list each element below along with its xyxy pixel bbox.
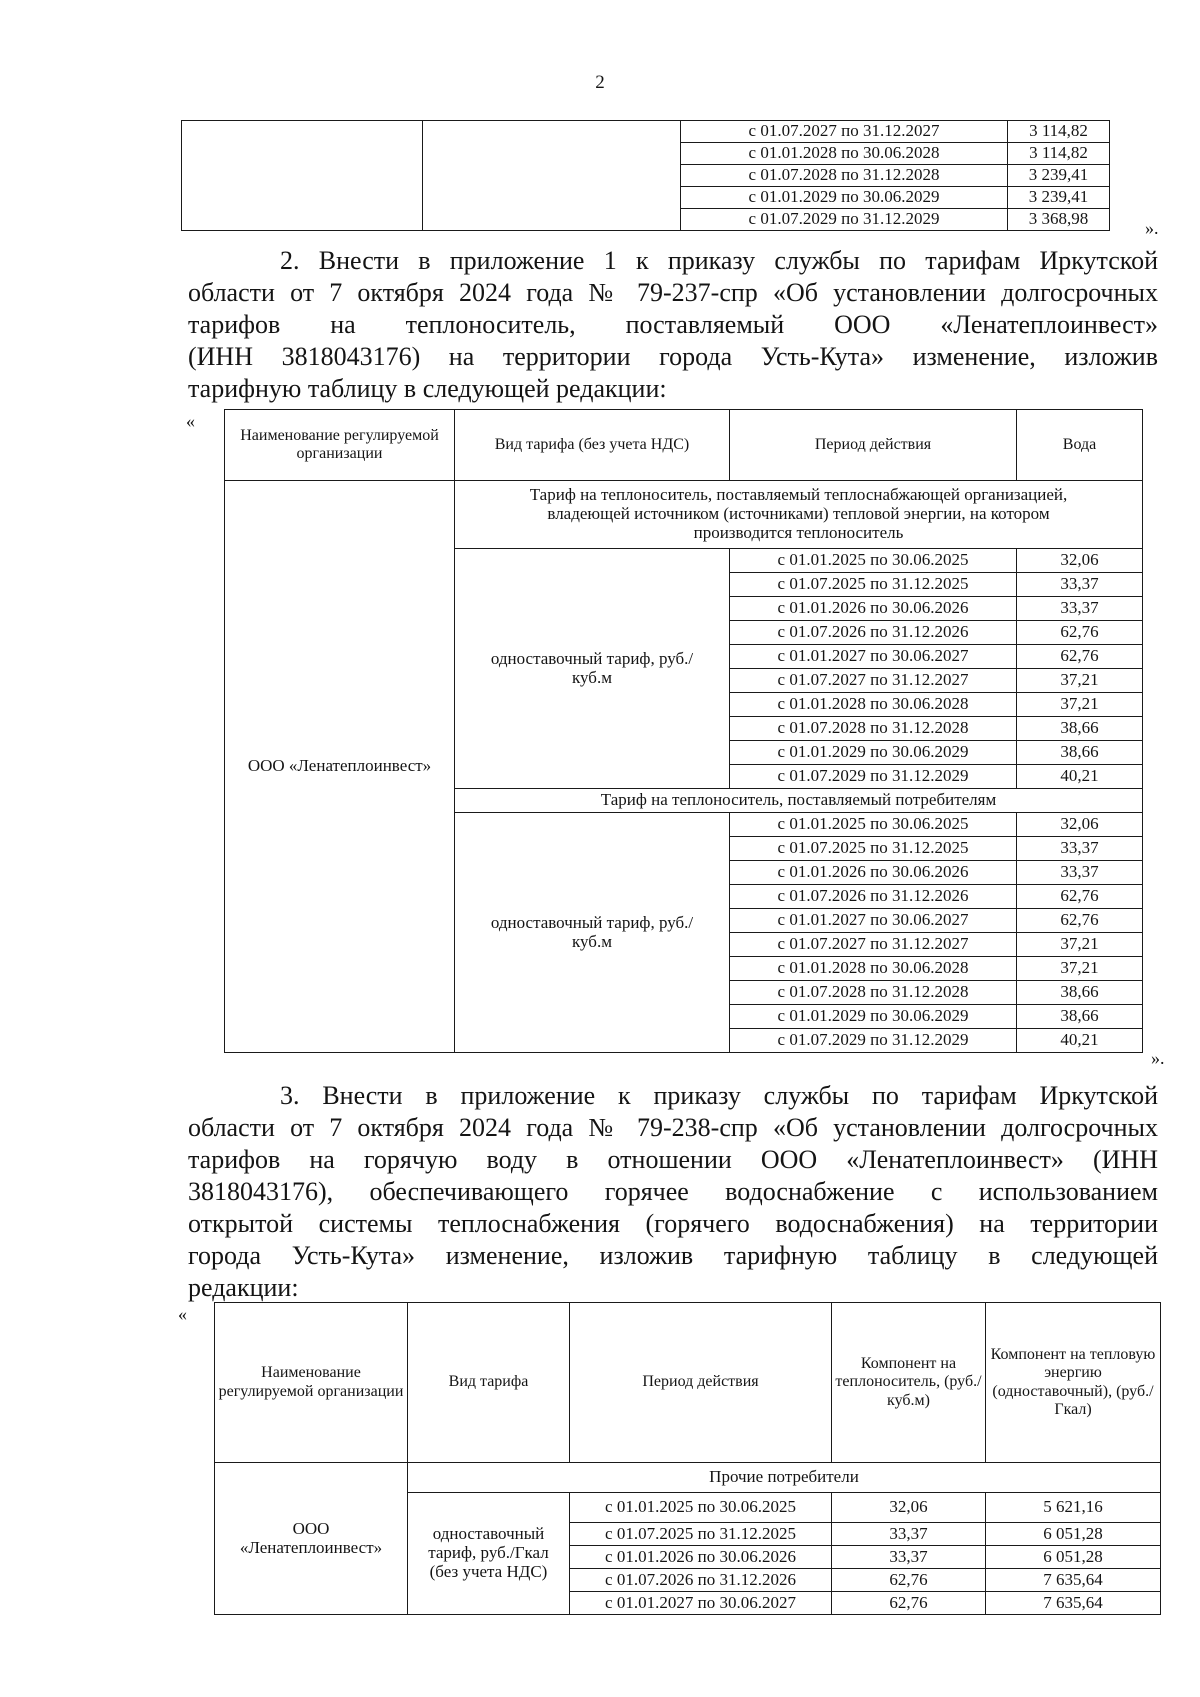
org-name-cell: ООО «Ленатеплоинвест» <box>225 481 455 1053</box>
tariff-type-cell: одноставочный тариф, руб./куб.м <box>455 813 730 1053</box>
period-cell: с 01.01.2025 по 30.06.2025 <box>570 1493 832 1523</box>
value-cell: 33,37 <box>1017 861 1143 885</box>
period-cell: с 01.01.2028 по 30.06.2028 <box>730 693 1017 717</box>
carrier-value-cell: 33,37 <box>832 1546 986 1569</box>
paragraph-2-line: тарифов на теплоноситель, поставляемый ООО «Ленатеплоинвест» <box>188 310 1158 339</box>
value-cell: 38,66 <box>1017 717 1143 741</box>
value-cell: 38,66 <box>1017 1005 1143 1029</box>
carrier-value-cell: 62,76 <box>832 1592 986 1615</box>
carrier-value-cell: 62,76 <box>832 1569 986 1592</box>
section-title: Прочие потребители <box>408 1463 1161 1493</box>
value-cell: 62,76 <box>1017 909 1143 933</box>
value-cell: 62,76 <box>1017 621 1143 645</box>
period-cell: с 01.07.2026 по 31.12.2026 <box>730 621 1017 645</box>
paragraph-3-line: открытой системы теплоснабжения (горячего водоснабжения) на территории <box>188 1209 1158 1238</box>
period-cell: с 01.07.2027 по 31.12.2027 <box>730 933 1017 957</box>
period-cell: с 01.01.2026 по 30.06.2026 <box>730 861 1017 885</box>
value-cell: 40,21 <box>1017 1029 1143 1053</box>
header-period: Период действия <box>570 1303 832 1463</box>
period-cell: с 01.01.2025 по 30.06.2025 <box>730 549 1017 573</box>
energy-value-cell: 6 051,28 <box>986 1523 1161 1546</box>
header-tariff: Вид тарифа (без учета НДС) <box>455 410 730 481</box>
paragraph-2-line: области от 7 октября 2024 года № 79-237-спр «Об установлении долгосрочных <box>188 278 1158 307</box>
energy-value-cell: 7 635,64 <box>986 1592 1161 1615</box>
energy-value-cell: 7 635,64 <box>986 1569 1161 1592</box>
energy-value-cell: 6 051,28 <box>986 1546 1161 1569</box>
value-cell: 33,37 <box>1017 837 1143 861</box>
opening-quote-2: « <box>178 1304 187 1324</box>
header-energy-component: Компонент на тепловую энергию (одноставочный), (руб./Гкал) <box>986 1303 1161 1463</box>
period-cell: с 01.07.2025 по 31.12.2025 <box>730 573 1017 597</box>
period-cell: с 01.01.2029 по 30.06.2029 <box>730 741 1017 765</box>
energy-value-cell: 5 621,16 <box>986 1493 1161 1523</box>
period-cell: с 01.01.2028 по 30.06.2028 <box>681 143 1008 165</box>
section-row <box>225 481 1143 549</box>
paragraph-2-line: (ИНН 3818043176) на территории города Усть-Кута» изменение, изложив <box>188 342 1158 371</box>
value-cell: 3 114,82 <box>1008 121 1110 143</box>
period-cell: с 01.01.2029 по 30.06.2029 <box>681 187 1008 209</box>
period-cell: с 01.07.2029 по 31.12.2029 <box>730 1029 1017 1053</box>
value-cell: 37,21 <box>1017 669 1143 693</box>
value-cell: 33,37 <box>1017 573 1143 597</box>
period-cell: с 01.07.2027 по 31.12.2027 <box>681 121 1008 143</box>
value-cell: 37,21 <box>1017 957 1143 981</box>
period-cell: с 01.01.2025 по 30.06.2025 <box>730 813 1017 837</box>
org-name-cell: ООО «Ленатеплоинвест» <box>215 1463 408 1615</box>
value-cell: 62,76 <box>1017 645 1143 669</box>
value-cell: 32,06 <box>1017 813 1143 837</box>
period-cell: с 01.07.2027 по 31.12.2027 <box>730 669 1017 693</box>
paragraph-3-line: 3818043176), обеспечивающего горячее водоснабжение с использованием <box>188 1177 1158 1206</box>
period-cell: с 01.07.2026 по 31.12.2026 <box>570 1569 832 1592</box>
empty-cell <box>182 121 423 231</box>
period-cell: с 01.07.2028 по 31.12.2028 <box>730 717 1017 741</box>
value-cell: 3 114,82 <box>1008 143 1110 165</box>
header-tariff: Вид тарифа <box>408 1303 570 1463</box>
period-cell: с 01.01.2026 по 30.06.2026 <box>730 597 1017 621</box>
paragraph-2-line: тарифную таблицу в следующей редакции: <box>188 374 667 403</box>
section-title: Тариф на теплоноситель, поставляемый потребителям <box>455 789 1143 813</box>
header-org: Наименование регулируемой организации <box>225 410 455 481</box>
value-cell: 3 368,98 <box>1008 209 1110 231</box>
period-cell: с 01.07.2025 по 31.12.2025 <box>570 1523 832 1546</box>
tariff-type-cell: одноставочный тариф, руб./куб.м <box>455 549 730 789</box>
period-cell: с 01.07.2029 по 31.12.2029 <box>730 765 1017 789</box>
paragraph-3-line: города Усть-Кута» изменение, изложив тарифную таблицу в следующей <box>188 1241 1158 1270</box>
value-cell: 3 239,41 <box>1008 187 1110 209</box>
closing-quote-2: ». <box>1151 1048 1165 1068</box>
period-cell: с 01.07.2029 по 31.12.2029 <box>681 209 1008 231</box>
page-number: 2 <box>595 72 605 93</box>
section-row <box>215 1463 1161 1493</box>
paragraph-3-line: области от 7 октября 2024 года № 79-238-спр «Об установлении долгосрочных <box>188 1113 1158 1142</box>
closing-quote-1: ». <box>1145 218 1159 238</box>
period-cell: с 01.07.2028 по 31.12.2028 <box>681 165 1008 187</box>
header-org: Наименование регулируемой организации <box>215 1303 408 1463</box>
paragraph-3 <box>188 1080 1158 1304</box>
paragraph-3-line: 3. Внести в приложение к приказу службы по тарифам Иркутской <box>280 1081 1158 1110</box>
period-cell: с 01.07.2026 по 31.12.2026 <box>730 885 1017 909</box>
period-cell: с 01.07.2028 по 31.12.2028 <box>730 981 1017 1005</box>
period-cell: с 01.01.2029 по 30.06.2029 <box>730 1005 1017 1029</box>
hot-water-tariff-table <box>214 1302 1161 1615</box>
value-cell: 3 239,41 <box>1008 165 1110 187</box>
tariff-table-continuation <box>181 120 1110 231</box>
empty-cell <box>423 121 681 231</box>
value-cell: 40,21 <box>1017 765 1143 789</box>
header-water: Вода <box>1017 410 1143 481</box>
value-cell: 32,06 <box>1017 549 1143 573</box>
carrier-value-cell: 33,37 <box>832 1523 986 1546</box>
paragraph-3-line: тарифов на горячую воду в отношении ООО «Ленатеплоинвест» (ИНН <box>188 1145 1158 1174</box>
period-cell: с 01.01.2028 по 30.06.2028 <box>730 957 1017 981</box>
period-cell: с 01.01.2027 по 30.06.2027 <box>570 1592 832 1615</box>
value-cell: 38,66 <box>1017 741 1143 765</box>
value-cell: 62,76 <box>1017 885 1143 909</box>
heat-carrier-tariff-table <box>224 409 1143 1053</box>
value-cell: 37,21 <box>1017 933 1143 957</box>
period-cell: с 01.01.2027 по 30.06.2027 <box>730 645 1017 669</box>
table-row <box>182 121 1110 143</box>
period-cell: с 01.01.2026 по 30.06.2026 <box>570 1546 832 1569</box>
period-cell: с 01.07.2025 по 31.12.2025 <box>730 837 1017 861</box>
paragraph-2-line: 2. Внести в приложение 1 к приказу службы по тарифам Иркутской <box>280 246 1158 275</box>
paragraph-3-line: редакции: <box>188 1273 299 1302</box>
carrier-value-cell: 32,06 <box>832 1493 986 1523</box>
tariff-type-cell: одноставочный тариф, руб./Гкал (без учета НДС) <box>408 1493 570 1615</box>
opening-quote-1: « <box>186 411 195 431</box>
section-title: Тариф на теплоноситель, поставляемый теплоснабжающей организацией, владеющей источником (источниками) тепловой энергии, на котором производится теплоноситель <box>455 481 1143 549</box>
value-cell: 37,21 <box>1017 693 1143 717</box>
paragraph-2 <box>188 245 1158 405</box>
value-cell: 33,37 <box>1017 597 1143 621</box>
value-cell: 38,66 <box>1017 981 1143 1005</box>
period-cell: с 01.01.2027 по 30.06.2027 <box>730 909 1017 933</box>
header-period: Период действия <box>730 410 1017 481</box>
header-carrier-component: Компонент на теплоноситель, (руб./куб.м) <box>832 1303 986 1463</box>
